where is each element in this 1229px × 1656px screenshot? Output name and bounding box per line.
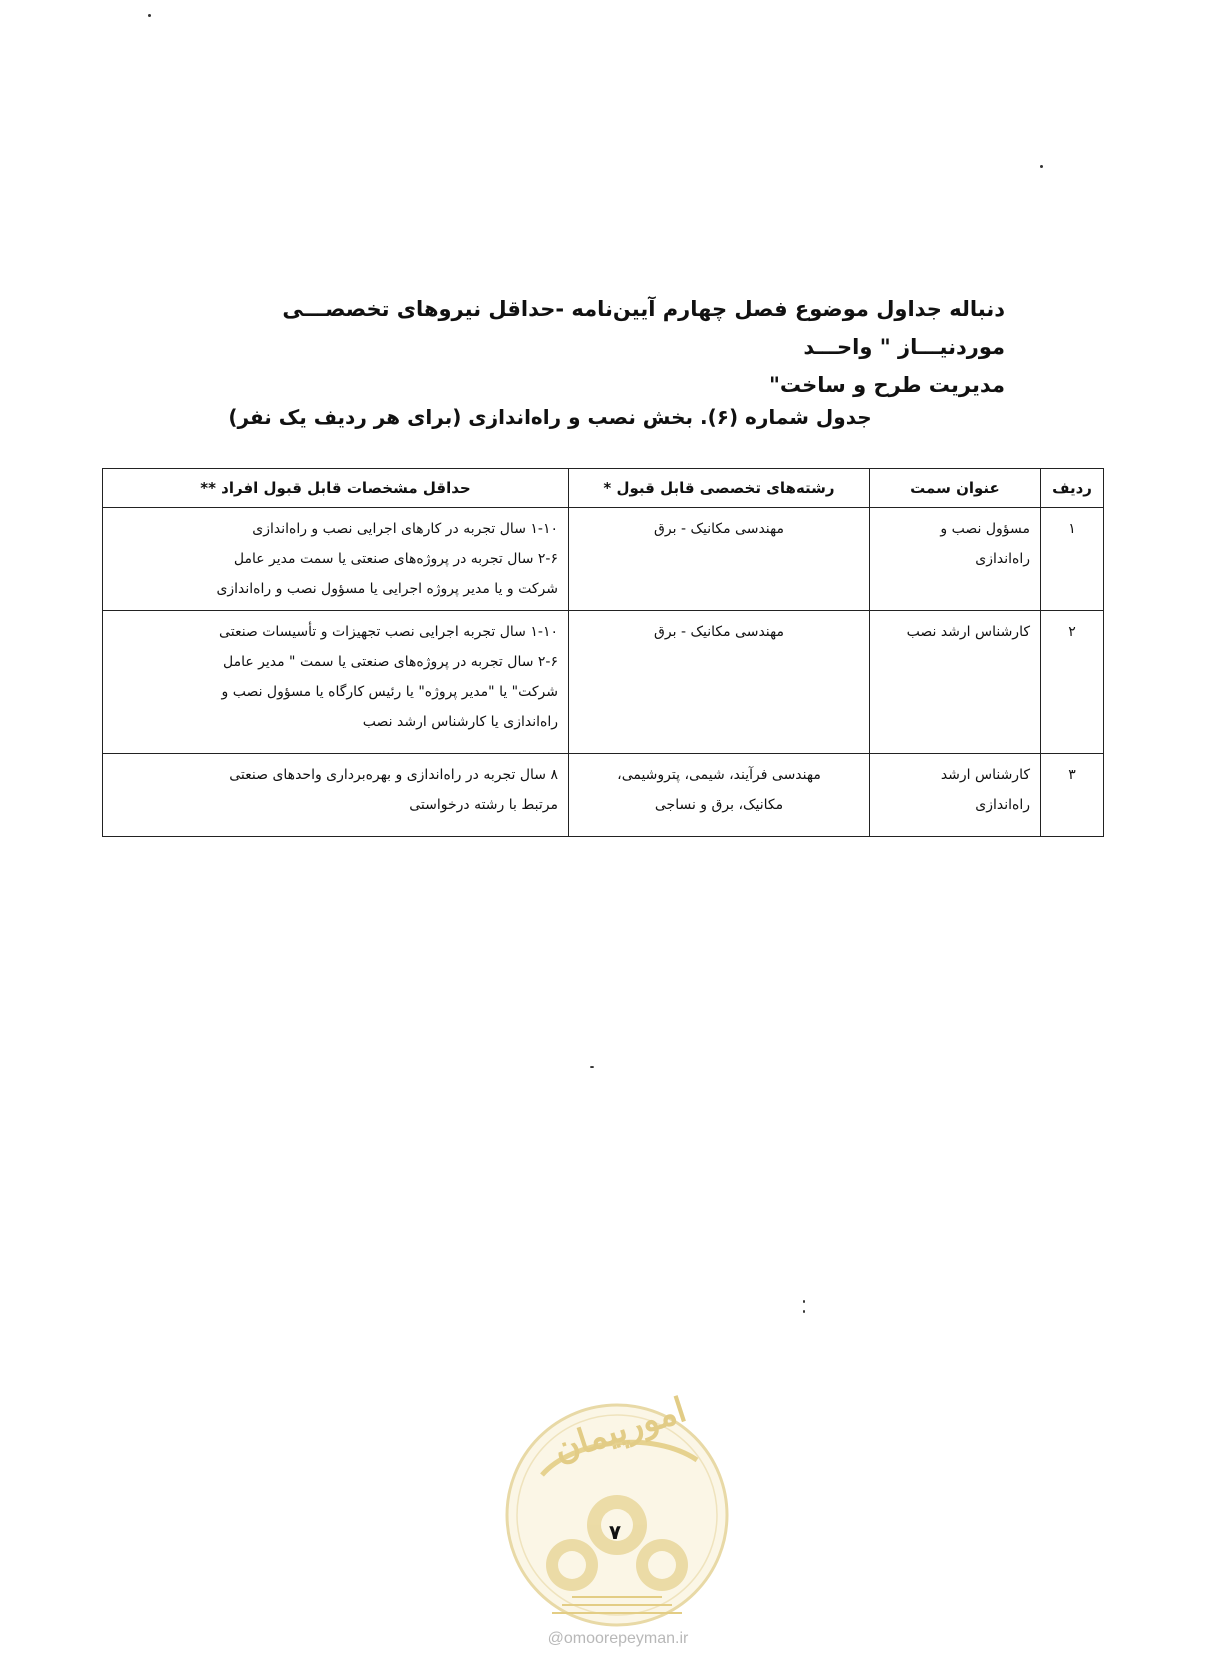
cell-row-number: ۱: [1041, 508, 1104, 611]
position-line: مسؤول نصب و: [940, 521, 1030, 537]
heading-line-1: دنباله جداول موضوع فصل چهارم آیین‌نامه -حداقل نیروهای تخصصـــی موردنیـــاز " واحـــد: [282, 297, 1005, 359]
position-line: کارشناس ارشد نصب: [906, 624, 1030, 640]
cell-position: [870, 754, 1041, 837]
table-header-row: [103, 469, 1104, 508]
table-title: جدول شماره (۶). بخش نصب و راه‌اندازی (برای هر ردیف یک نفر): [228, 405, 872, 429]
table-row: [103, 508, 1104, 611]
requirement-line: شرکت و یا مدیر پروژه اجرایی یا مسؤول نصب و راه‌اندازی: [216, 581, 558, 597]
header-requirements: حداقل مشخصات قابل قبول افراد **: [103, 469, 569, 508]
scan-speck: [803, 1300, 805, 1303]
fields-line: مهندسی مکانیک - برق: [654, 521, 784, 537]
header-fields: رشته‌های تخصصی قابل قبول *: [569, 469, 870, 508]
position-line: کارشناس ارشد: [940, 767, 1030, 783]
position-line: راه‌اندازی: [975, 551, 1030, 567]
scan-speck: [148, 14, 151, 17]
watermark-url: @omoorepeyman.ir: [547, 1630, 689, 1647]
scan-speck: [590, 1066, 594, 1068]
page-number: ۷: [608, 1520, 622, 1544]
requirements-table: [102, 468, 1104, 837]
scan-speck: [1040, 165, 1043, 168]
fields-line: مکانیک، برق و نساجی: [654, 797, 784, 813]
requirement-line: ۲-۶ سال تجربه در پروژه‌های صنعتی یا سمت " مدیر عامل: [222, 654, 558, 670]
seal-text: امورپیمان: [548, 1389, 692, 1471]
cell-requirements: [103, 754, 569, 837]
requirement-line: شرکت" یا "مدیر پروژه" یا رئیس کارگاه یا مسؤول نصب و: [221, 684, 558, 700]
cell-requirements: [103, 611, 569, 754]
table-row: [103, 754, 1104, 837]
header-position: عنوان سمت: [870, 469, 1041, 508]
requirement-line: ۸ سال تجربه در راه‌اندازی و بهره‌برداری واحدهای صنعتی: [229, 767, 558, 783]
requirement-line: ۲-۶ سال تجربه در پروژه‌های صنعتی یا سمت مدیر عامل: [233, 551, 558, 567]
fields-line: مهندسی فرآیند، شیمی، پتروشیمی،: [617, 767, 821, 783]
heading-line-2: مدیریت طرح و ساخت": [768, 373, 1005, 397]
cell-row-number: ۳: [1041, 754, 1104, 837]
cell-requirements: [103, 508, 569, 611]
scan-speck: [803, 1310, 805, 1313]
cell-position: [870, 508, 1041, 611]
cell-position: [870, 611, 1041, 754]
document-heading: [170, 290, 1005, 404]
cell-fields: [569, 611, 870, 754]
header-row-number: ردیف: [1041, 469, 1104, 508]
cell-fields: [569, 508, 870, 611]
position-line: راه‌اندازی: [975, 797, 1030, 813]
requirement-line: ۱-۱۰ سال تجربه اجرایی نصب تجهیزات و تأسیسات صنعتی: [219, 624, 558, 640]
table-row: [103, 611, 1104, 754]
cell-fields: [569, 754, 870, 837]
requirement-line: ۱-۱۰ سال تجربه در کارهای اجرایی نصب و راه‌اندازی: [252, 521, 558, 537]
fields-line: مهندسی مکانیک - برق: [654, 624, 784, 640]
requirement-line: مرتبط با رشته درخواستی: [409, 797, 558, 813]
cell-row-number: ۲: [1041, 611, 1104, 754]
requirement-line: راه‌اندازی یا کارشناس ارشد نصب: [362, 714, 558, 730]
